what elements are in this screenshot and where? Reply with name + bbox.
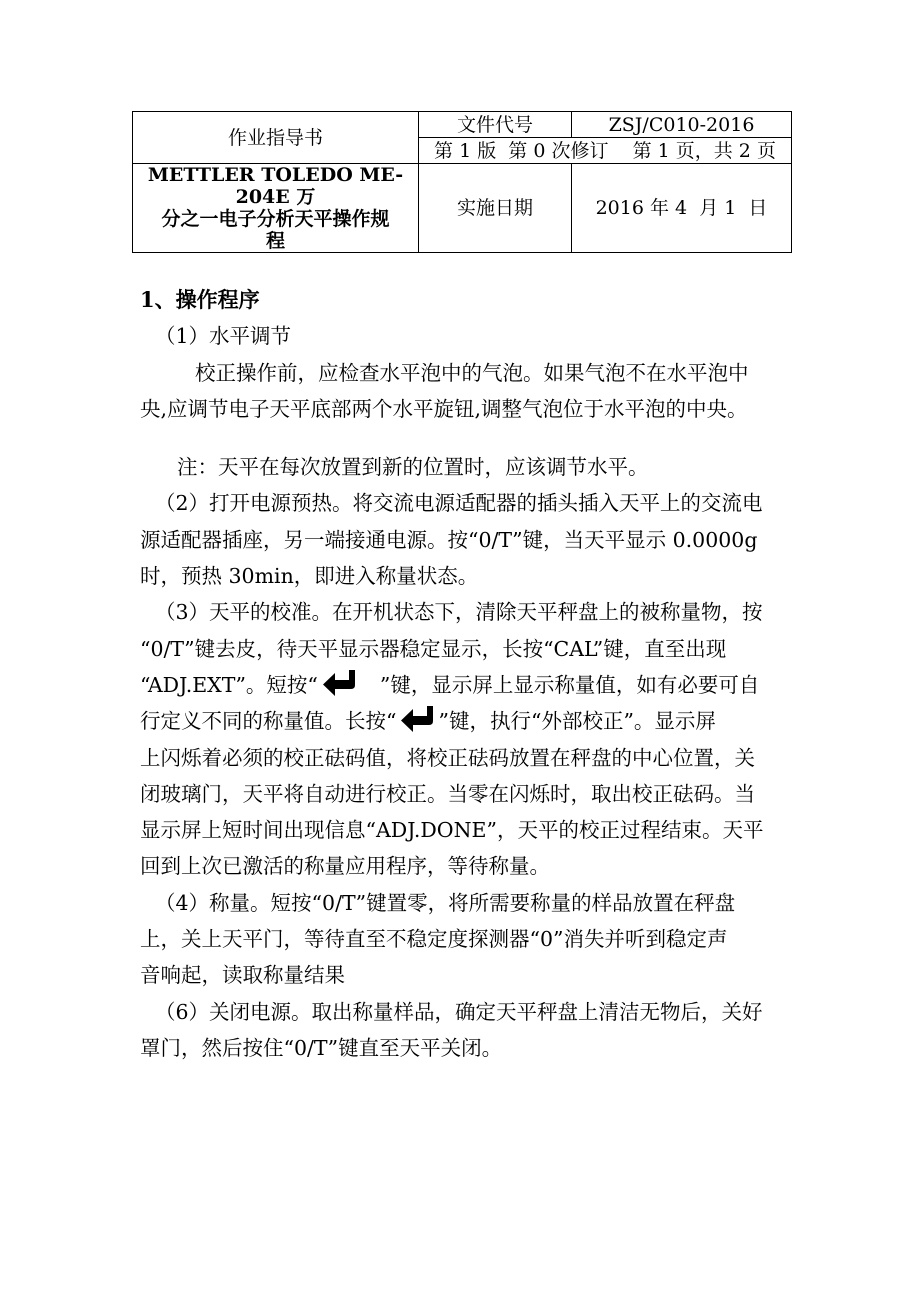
title-line-1: METTLER TOLEDO ME-204E 万 — [147, 164, 404, 208]
effective-date-label: 实施日期 — [419, 164, 572, 253]
step1-title: （1）水平调节 — [155, 324, 292, 349]
revision-info: 第 1 版 第 0 次修订 第 1 页，共 2 页 — [419, 138, 792, 164]
file-code-label: 文件代号 — [419, 112, 572, 138]
step6-line-1: （6）关闭电源。取出称量样品，确定天平秤盘上清洁无物后，关好 — [155, 999, 763, 1024]
step2-line-2: 源适配器插座，另一端接通电源。按“0/T”键，当天平显示 0.0000g — [140, 527, 758, 552]
file-code-value: ZSJ/C010-2016 — [572, 112, 792, 138]
step1-paragraph-line-1: 校正操作前，应检查水平泡中的气泡。如果气泡不在水平泡中 — [195, 360, 749, 385]
step3-line-3-part-a: “ADJ.EXT”。短按“ — [140, 672, 318, 697]
step3-line-7: 显示屏上短时间出现信息“ADJ.DONE”，天平的校正过程结束。天平 — [140, 818, 764, 843]
enter-key-icon — [322, 668, 356, 698]
note-paragraph: 注：天平在每次放置到新的位置时，应该调节水平。 — [177, 455, 649, 480]
step3-line-5: 上闪烁着必须的校正砝码值，将校正砝码放置在秤盘的中心位置，关 — [140, 745, 755, 770]
step2-line-3: 时，预热 30min，即进入称量状态。 — [140, 564, 479, 589]
step1-paragraph-line-2: 央,应调节电子天平底部两个水平旋钮,调整气泡位于水平泡的中央。 — [140, 396, 748, 421]
step6-line-2: 罩门，然后按住“0/T”键直至天平关闭。 — [140, 1035, 503, 1060]
doc-type-cell: 作业指导书 — [133, 112, 419, 164]
title-line-2: 分之一电子分析天平操作规 — [161, 208, 390, 230]
step4-line-2: 上，关上天平门，等待直至不稳定度探测器“0”消失并听到稳定声 — [140, 927, 728, 952]
spacer — [140, 427, 790, 449]
step3-line-8: 回到上次已激活的称量应用程序，等待称量。 — [140, 854, 550, 879]
step3-line-4 — [140, 703, 790, 739]
step3-line-3 — [140, 667, 790, 703]
step3-line-1: （3）天平的校准。在开机状态下，清除天平秤盘上的被称量物，按 — [155, 600, 763, 625]
step2-line-1: （2）打开电源预热。将交流电源适配器的插头插入天平上的交流电 — [155, 491, 763, 516]
enter-key-icon — [400, 704, 434, 734]
step3-line-4-part-a: 行定义不同的称量值。长按“ — [140, 709, 397, 734]
title-line-3: 程 — [265, 230, 285, 252]
effective-date-value: 2016 年 4 月 1 日 — [572, 164, 792, 253]
section-title-operating-procedure: 1、操作程序 — [140, 287, 260, 312]
document-title-cell — [133, 164, 419, 253]
step4-line-3: 音响起，读取称量结果 — [140, 963, 345, 988]
step3-line-6: 闭玻璃门，天平将自动进行校正。当零在闪烁时，取出校正砝码。当 — [140, 781, 755, 806]
step4-line-1: （4）称量。短按“0/T”键置零，将所需要称量的样品放置在秤盘 — [155, 890, 736, 915]
step3-line-3-part-b: ”键，显示屏上显示称量值，如有必要可自 — [379, 672, 760, 697]
step3-line-2: “0/T”键去皮，待天平显示器稳定显示，长按“CAL”键，直至出现 — [140, 636, 727, 661]
document-body — [140, 282, 790, 1066]
document-header-table — [132, 111, 792, 253]
step3-line-4-part-b: ”键，执行“外部校正”。显示屏 — [438, 709, 716, 734]
